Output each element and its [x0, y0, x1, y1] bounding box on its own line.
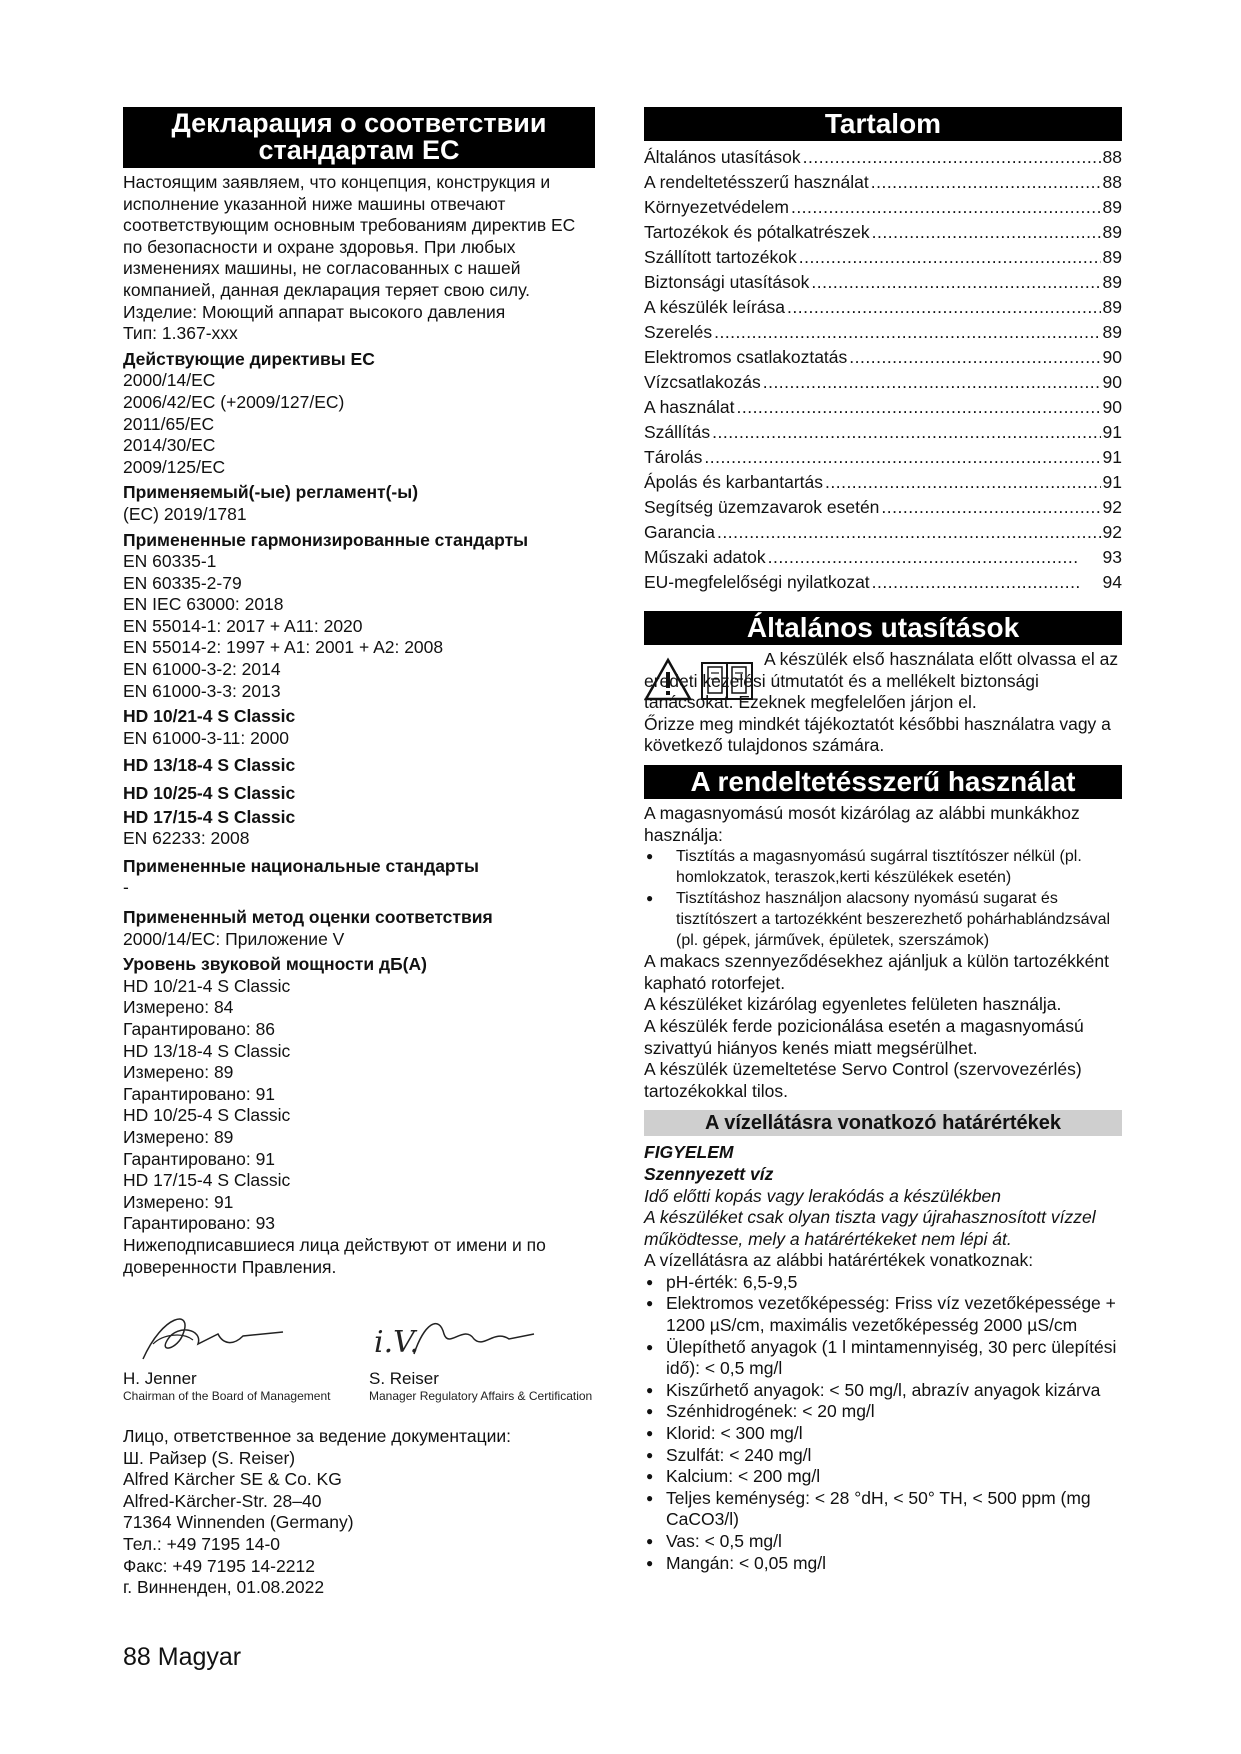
toc-entry-page: 94 — [1102, 572, 1122, 592]
sound-list — [123, 976, 595, 1235]
warning-block — [644, 649, 1122, 714]
list-item: ● Klorid: < 300 mg/l — [644, 1423, 1122, 1445]
page-footer — [123, 1643, 241, 1671]
contact-line: Тел.: +49 7195 14-0 — [123, 1534, 281, 1555]
toc-leader — [714, 320, 1100, 345]
notice-line: Idő előtti kopás vagy lerakódás a készülékben — [644, 1185, 1002, 1206]
general-header: Általános utasítások — [644, 611, 1122, 645]
contact-line: г. Винненден, 01.08.2022 — [123, 1577, 325, 1598]
toc-leader — [849, 345, 1100, 370]
intended-use-header: A rendeltetésszerű használat — [644, 765, 1122, 799]
directive-item: 2014/30/EC — [123, 435, 216, 456]
sound-line: Гарантировано: 91 — [123, 1083, 276, 1104]
toc-entry[interactable] — [644, 270, 1122, 295]
declaration-intro: Настоящим заявляем, что концепция, конструкция и исполнение указанной ниже машины отвечают соответствующим основным требованиям директив ЕС по безопасности и охране здоровья. При любых изменениях машины, не согласованных с нашей компанией, данная декларация теряет свою силу. — [123, 172, 576, 300]
notice-label: FIGYELEM — [644, 1142, 734, 1163]
toc-entry[interactable] — [644, 545, 1122, 570]
toc-entry[interactable] — [644, 495, 1122, 520]
general-keep-text: Őrizze meg mindkét tájékoztatót későbbi használatra vagy a következő tulajdonos számára. — [644, 713, 1111, 756]
water-limits-header: A vízellátásra vonatkozó határértékek — [644, 1110, 1122, 1136]
product-line: Изделие: Моющий аппарат высокого давления — [123, 301, 506, 322]
toc-entry[interactable] — [644, 245, 1122, 270]
signer-mark: i.V. — [374, 1325, 420, 1361]
national-title: Примененные национальные стандарты — [123, 855, 479, 876]
directive-item: 2000/14/EC — [123, 370, 216, 391]
toc-leader — [736, 395, 1100, 420]
toc-entry-title: Garancia — [644, 522, 716, 542]
signer-name: S. Reiser — [369, 1369, 439, 1389]
signature-block — [123, 1304, 595, 1404]
toc-entry[interactable] — [644, 320, 1122, 345]
toc-leader — [717, 520, 1101, 545]
toc-entry-page: 89 — [1102, 197, 1122, 217]
toc-leader — [881, 495, 1100, 520]
intended-paragraph: A makacs szennyeződésekhez ajánljuk a külön tartozékként kapható rotorfejet. — [644, 951, 1109, 993]
directive-item: 2006/42/EC (+2009/127/EC) — [123, 391, 345, 412]
signer-name: H. Jenner — [123, 1369, 197, 1389]
type-line: Тип: 1.367-xxx — [123, 323, 238, 344]
toc-entry-title: Ápolás és karbantartás — [644, 472, 823, 492]
toc-entry[interactable] — [644, 145, 1122, 170]
toc-entry[interactable] — [644, 470, 1122, 495]
general-warning-text: A készülék első használata előtt olvassa el az eredeti kezelési útmutatót és a mellékelt biztonsági tanácsokat. Ezeknek megfelelően járjon el. — [644, 649, 1119, 713]
standard-item: EN 55014-2: 1997 + A1: 2001 + A2: 2008 — [123, 637, 444, 658]
list-item: ● Elektromos vezetőképesség: Friss víz vezetőképessége + 1200 µS/cm, maximális vezetőképesség 2000 µS/cm — [644, 1293, 1122, 1336]
page-number: 88 — [123, 1643, 151, 1671]
sound-line: Гарантировано: 86 — [123, 1018, 276, 1039]
contact-line: Alfred Kärcher SE & Co. KG — [123, 1469, 342, 1490]
directives-list — [123, 370, 595, 478]
toc-entry-page: 89 — [1102, 322, 1122, 342]
list-item: ● Kiszűrhető anyagok: < 50 mg/l, abrazív anyagok kizárva — [644, 1380, 1122, 1402]
signer-role: Chairman of the Board of Management — [123, 1389, 331, 1404]
list-item: ● Tisztítás a magasnyomású sugárral tisztítószer nélkül (pl. homlokzatok, teraszok,kerti készülékek esetén) — [644, 846, 1122, 888]
limits-list — [644, 1272, 1122, 1574]
sound-line: Гарантировано: 93 — [123, 1213, 276, 1234]
list-item: ● Kalcium: < 200 mg/l — [644, 1466, 1122, 1488]
list-item: ● Vas: < 0,5 mg/l — [644, 1531, 1122, 1553]
sound-line: Гарантировано: 91 — [123, 1148, 276, 1169]
sound-line: Измерено: 84 — [123, 997, 234, 1018]
toc-leader — [811, 270, 1100, 295]
directive-item: 2011/65/EC — [123, 413, 215, 434]
toc-entry[interactable] — [644, 295, 1122, 320]
toc-entry-title: Segítség üzemzavarok esetén — [644, 497, 880, 517]
toc-entry-title: Tartozékok és pótalkatrészek — [644, 222, 870, 242]
sound-line: Измерено: 89 — [123, 1126, 234, 1147]
regulations-title: Применяемый(-ые) регламент(-ы) — [123, 482, 419, 503]
toc-leader — [712, 420, 1100, 445]
model-title: HD 10/25-4 S Classic — [123, 783, 296, 804]
standard-item: EN 61000-3-3: 2013 — [123, 680, 281, 701]
model-standard: EN 62233: 2008 — [123, 828, 250, 849]
toc-entry-title: Környezetvédelem — [644, 197, 789, 217]
method-title: Примененный метод оценки соответствия — [123, 907, 493, 927]
model-standard: EN 61000-3-11: 2000 — [123, 727, 290, 748]
toc-entry[interactable] — [644, 220, 1122, 245]
toc-leader — [803, 145, 1101, 170]
toc-entry-page: 90 — [1102, 347, 1122, 367]
toc-leader — [872, 220, 1101, 245]
list-item: ● Teljes keménység: < 28 °dH, < 50° TH, < 500 ppm (mg CaCO3/l) — [644, 1488, 1122, 1531]
signer-role: Manager Regulatory Affairs & Certification — [369, 1389, 593, 1404]
standard-item: EN 60335-1 — [123, 551, 217, 572]
list-item: ● Ülepíthető anyagok (1 l mintamennyiség, 30 perc ülepítési idő): < 0,5 mg/l — [644, 1337, 1122, 1380]
toc-entry[interactable] — [644, 420, 1122, 445]
toc-entry-page: 89 — [1102, 272, 1122, 292]
signers-note: Нижеподписавшиеся лица действуют от имени и по доверенности Правления. — [123, 1234, 546, 1277]
toc-leader — [871, 170, 1101, 195]
signature-scribble-jenner — [123, 1304, 303, 1364]
right-column — [644, 107, 1122, 1574]
toc-entry-title: A rendeltetésszerű használat — [644, 172, 869, 192]
sound-line: HD 10/25-4 S Classic — [123, 1105, 291, 1126]
toc-entry-title: EU-megfelelőségi nyilatkozat — [644, 572, 870, 592]
standard-item: EN IEC 63000: 2018 — [123, 594, 284, 615]
toc-entry-page: 90 — [1102, 372, 1122, 392]
sound-line: HD 17/15-4 S Classic — [123, 1170, 291, 1191]
toc-leader — [872, 570, 1079, 595]
toc-entry-page: 93 — [1102, 547, 1122, 567]
harmonized-title: Примененные гармонизированные стандарты — [123, 529, 529, 550]
intended-paragraph: A készülék ferde pozicionálása esetén a magasnyomású szivattyú hiányos kenés miatt megsérülhet. — [644, 1015, 1084, 1058]
toc-entry-title: Műszaki adatok — [644, 547, 766, 567]
toc-entry-page: 89 — [1102, 222, 1122, 242]
toc-leader — [768, 545, 1079, 570]
toc-header: Tartalom — [644, 107, 1122, 141]
toc-entry[interactable] — [644, 570, 1122, 595]
contact-line: Лицо, ответственное за ведение документации: — [123, 1426, 512, 1447]
toc-entry-page: 90 — [1102, 397, 1122, 417]
contact-block — [123, 1426, 595, 1599]
toc-entry-page: 92 — [1102, 497, 1122, 517]
intended-paragraph: A készülék üzemeltetése Servo Control (szervovezérlés) tartozékokkal tilos. — [644, 1059, 1082, 1101]
toc-entry-page: 89 — [1102, 297, 1122, 317]
method-value: 2000/14/EC: Приложение V — [123, 928, 345, 949]
toc-entry-page: 89 — [1102, 247, 1122, 267]
directives-title: Действующие директивы ЕС — [123, 348, 375, 369]
toc-entry[interactable] — [644, 520, 1122, 545]
standard-item: EN 55014-1: 2017 + A11: 2020 — [123, 615, 363, 636]
toc-entry-page: 88 — [1102, 172, 1122, 192]
toc-entry[interactable] — [644, 445, 1122, 470]
footer-language: Magyar — [157, 1643, 242, 1671]
notice-title: Szennyezett víz — [644, 1163, 774, 1184]
national-value: - — [123, 877, 129, 898]
toc-entry-title: Szállított tartozékok — [644, 247, 797, 267]
toc-entry-title: Általános utasítások — [644, 147, 801, 167]
regulation-item: (EC) 2019/1781 — [123, 503, 247, 524]
contact-line: Ш. Райзер (S. Reiser) — [123, 1447, 296, 1468]
toc-entry-title: Biztonsági utasítások — [644, 272, 810, 292]
toc-entry-title: Szerelés — [644, 322, 713, 342]
sound-line: Измерено: 89 — [123, 1062, 234, 1083]
sound-line: HD 13/18-4 S Classic — [123, 1040, 291, 1061]
standard-item: EN 60335-2-79 — [123, 572, 242, 593]
toc-entry-title: A használat — [644, 397, 735, 417]
toc-entry-page: 91 — [1102, 422, 1122, 442]
sound-title: Уровень звуковой мощности дБ(А) — [123, 954, 427, 975]
model-title: HD 17/15-4 S Classic — [123, 806, 296, 827]
signature-reiser — [369, 1304, 595, 1404]
contact-line: 71364 Winnenden (Germany) — [123, 1512, 354, 1533]
table-of-contents — [644, 145, 1122, 595]
notice-line: A készüléket csak olyan tiszta vagy újrahasznosított vízzel működtesse, mely a határértékeket nem lépi át. — [644, 1207, 1096, 1249]
standard-item: EN 61000-3-2: 2014 — [123, 659, 281, 680]
left-column — [123, 107, 595, 1599]
model-title: HD 10/21-4 S Classic — [123, 706, 296, 727]
toc-entry-page: 91 — [1102, 472, 1122, 492]
list-item: ● pH-érték: 6,5-9,5 — [644, 1272, 1122, 1294]
toc-entry-title: A készülék leírása — [644, 297, 786, 317]
toc-entry[interactable] — [644, 170, 1122, 195]
intended-paragraph: A készüléket kizárólag egyenletes felületen használja. — [644, 994, 1062, 1015]
toc-leader — [787, 295, 1100, 320]
signature-jenner — [123, 1304, 349, 1404]
sound-line: HD 10/21-4 S Classic — [123, 975, 291, 996]
toc-entry-title: Szállítás — [644, 422, 711, 442]
limits-intro: A vízellátásra az alábbi határértékek vonatkoznak: — [644, 1250, 1034, 1271]
contact-line: Факс: +49 7195 14-2212 — [123, 1555, 315, 1576]
list-item: ● Szénhidrogének: < 20 mg/l — [644, 1401, 1122, 1423]
sound-line: Измерено: 91 — [123, 1191, 234, 1212]
toc-leader — [704, 445, 1100, 470]
model-title: HD 13/18-4 S Classic — [123, 755, 296, 776]
toc-leader — [825, 470, 1101, 495]
directive-item: 2009/125/EC — [123, 456, 226, 477]
intended-list — [644, 846, 1122, 951]
toc-entry-title: Elektromos csatlakoztatás — [644, 347, 848, 367]
intended-intro: A magasnyomású mosót kizárólag az alábbi munkákhoz használja: — [644, 802, 1080, 845]
toc-entry[interactable] — [644, 345, 1122, 370]
signature-scribble-reiser — [369, 1304, 549, 1364]
toc-leader — [763, 370, 1101, 395]
toc-entry[interactable] — [644, 395, 1122, 420]
toc-entry[interactable] — [644, 370, 1122, 395]
declaration-header: Декларация о соответствии стандартам ЕС — [123, 107, 595, 168]
list-item: ● Mangán: < 0,05 mg/l — [644, 1553, 1122, 1575]
list-item: ● Tisztításhoz használjon alacsony nyomású sugarat és tisztítószert a tartozékként beszerezhető pohárhablándzsával (pl. gépek, járművek, épületek, szerszámok) — [644, 888, 1122, 951]
harmonized-list — [123, 551, 595, 702]
list-item: ● Szulfát: < 240 mg/l — [644, 1445, 1122, 1467]
toc-leader — [799, 245, 1101, 270]
contact-line: Alfred-Kärcher-Str. 28–40 — [123, 1490, 322, 1511]
toc-entry-title: Vízcsatlakozás — [644, 372, 761, 392]
toc-leader — [791, 195, 1101, 220]
toc-entry-title: Tárolás — [644, 447, 703, 467]
toc-entry-page: 91 — [1102, 447, 1122, 467]
toc-entry-page: 88 — [1102, 147, 1122, 167]
toc-entry-page: 92 — [1102, 522, 1122, 542]
toc-entry[interactable] — [644, 195, 1122, 220]
